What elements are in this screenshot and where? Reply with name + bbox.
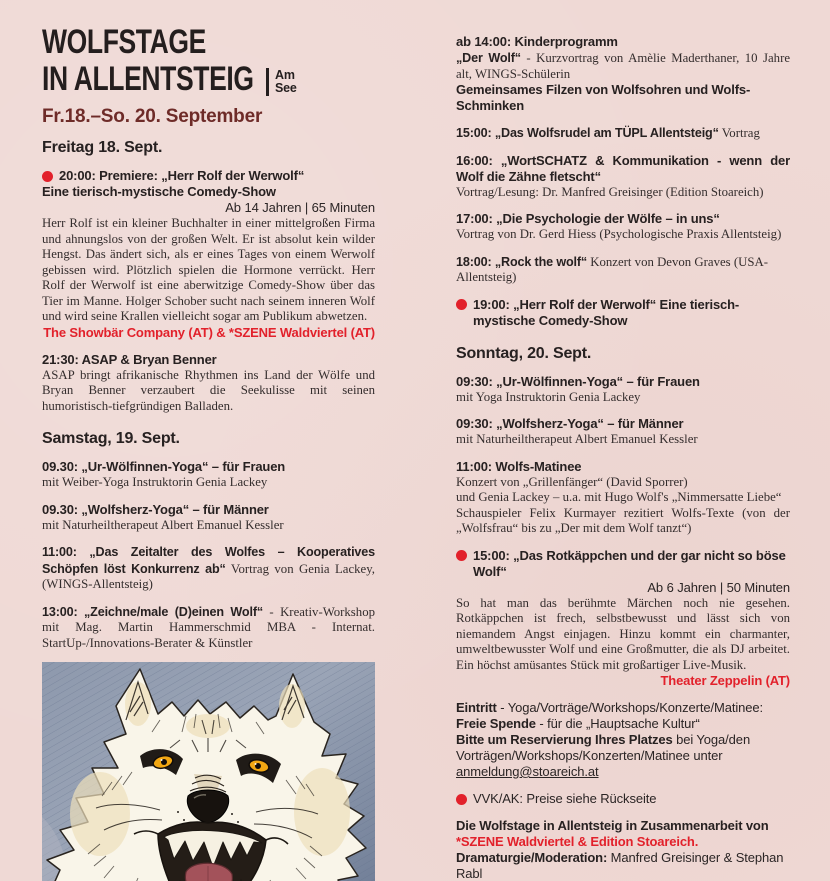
- title-line-1: [42, 24, 462, 61]
- event-detail: mit Naturheiltherapeut Albert Emanuel Kessler: [42, 517, 284, 532]
- event-detail: - Kurzvortrag von Amèlie Maderthaner, 10 Jahre alt, WINGS-Schülerin: [456, 51, 791, 81]
- dramaturgie-label: Dramaturgie/Moderation:: [456, 850, 608, 865]
- company-credit: Theater Zeppelin (AT): [660, 673, 790, 688]
- event-description: ASAP bringt afrikanische Rhythmen ins Land der Wölfe und Bryan Benner verzaubert die Seekulisse mit seinen humoristisch-tiefgründigen Balladen.: [42, 367, 375, 413]
- dramaturgie-names: Manfred Greisinger & Stephan Rabl: [456, 850, 784, 881]
- event-rotkaeppchen: [456, 548, 790, 690]
- event-title: 11:00: „Das Zeitalter des Wolfes – Kooperatives Schöpfen löst Konkurrenz ab“: [42, 545, 375, 576]
- event-kreativ-workshop: [42, 604, 375, 652]
- event-zeitalter-vortrag: [42, 544, 375, 593]
- event-detail: mit Yoga Instruktorin Genia Lackey: [456, 389, 641, 404]
- reservation-text: bei Yoga/den Vorträgen/Workshops/Konzerten/Matinee unter: [456, 732, 751, 763]
- event-title: 09.30: „Ur-Wölfinnen-Yoga“ – für Frauen: [42, 459, 286, 474]
- day-heading-saturday: Samstag, 19. Sept.: [42, 430, 180, 447]
- event-detail: mit Naturheiltherapeut Albert Emanuel Kessler: [456, 432, 698, 446]
- event-title: 15:00: „Das Rotkäppchen und der gar nicht so böse Wolf“: [473, 547, 786, 579]
- event-title: 18:00: „Rock the wolf“: [456, 254, 588, 269]
- event-detail: mit Weiber-Yoga Instruktorin Genia Lackey: [42, 475, 268, 489]
- vvk-line: [456, 791, 790, 807]
- partners-line: *SZENE Waldviertel & Edition Stoareich.: [456, 834, 699, 849]
- event-detail: - Kreativ-Workshop mit Mag. Martin Hammerschmid MBA - Internat. StartUp-/Innovations-Berater & Künstler: [42, 604, 375, 650]
- flyer-title: [42, 24, 462, 128]
- event-werwolf-show-sa: [456, 297, 790, 329]
- event-asap-benner: [42, 352, 375, 415]
- venue-line-2: See: [275, 81, 297, 95]
- event-kinderprogramm: [456, 34, 790, 114]
- footer-credits: [456, 818, 790, 881]
- title-text-2: IN ALLENTSTEIG: [42, 60, 254, 98]
- red-dot-icon: [456, 794, 467, 805]
- event-yoga-maenner-sa: [42, 502, 375, 534]
- header: [42, 24, 462, 128]
- event-time-line: [456, 297, 790, 329]
- event-title: 09.30: „Wolfsherz-Yoga“ – für Männer: [42, 501, 269, 517]
- wolf-illustration: [42, 662, 375, 881]
- event-title: ab 14:00: Kinderprogramm: [456, 34, 618, 49]
- event-detail: Vortrag von Dr. Gerd Hiess (Psychologische Praxis Allentsteig): [456, 227, 782, 241]
- red-dot-icon: [456, 550, 467, 561]
- event-wolfs-matinee: [456, 459, 790, 537]
- cooperation-line: Die Wolfstage in Allentsteig in Zusammenarbeit von: [456, 818, 769, 833]
- event-title: 13:00: „Zeichne/male (D)einen Wolf“: [42, 604, 264, 619]
- day-heading-sunday: Sonntag, 20. Sept.: [456, 344, 592, 362]
- event-description: Herr Rolf ist ein kleiner Buchhalter in einer mittelgroßen Firma und ahnungslos von der großen Welt. Er ist absolut kein wilder Hengst. Das ändert sich, als er eines Tages von einem Werwolf gebissen wird. Plötzlich spielen die Hormone verrückt. Herr Rolf der Werwolf ist eine aberwitzige Comedy-Show über das Tier im Manne. Holger Schober sucht nach seinem inneren Wolf und wird seine Krallen vielleicht sogar am Publikum abwetzen.: [42, 216, 375, 323]
- event-title: 16:00: „WortSCHATZ & Kommunikation - wenn der Wolf die Zähne fletscht“: [456, 152, 790, 184]
- event-subtitle: „Der Wolf“: [456, 51, 521, 65]
- donation-text: - für die „Hauptsache Kultur“: [535, 716, 700, 731]
- date-range: Fr.18.–So. 20. September: [42, 106, 263, 127]
- title-line-2: [42, 61, 462, 98]
- day-heading-friday: Freitag 18. Sept.: [42, 139, 163, 156]
- red-dot-icon: [456, 299, 467, 310]
- event-wortschatz: [456, 153, 790, 201]
- ticket-info: [456, 791, 790, 807]
- email-link[interactable]: anmeldung@stoareich.at: [456, 764, 599, 779]
- age-duration: Ab 14 Jahren | 65 Minuten: [225, 200, 375, 215]
- event-subtitle: Eine tierisch-mystische Comedy-Show: [42, 184, 276, 199]
- event-description: So hat man das berühmte Märchen noch nie gesehen. Rotkäppchen ist frech, selbstbewusst und lässt sich von niemandem Angst einjagen. Hinzu kommt ein charmanter, umweltbewusster Wolf und eine Großmutter, die als DJ arbeitet. Ein höchst amüsantes Stück mit großartiger Live-Musik.: [456, 595, 790, 672]
- event-title: 17:00: „Die Psychologie der Wölfe – in uns“: [456, 211, 720, 226]
- admission-text: - Yoga/Vorträge/Workshops/Konzerte/Matinee:: [496, 700, 764, 715]
- title-text-1: WOLFSTAGE: [42, 23, 206, 61]
- event-wolfsrudel: [456, 125, 790, 142]
- event-detail-line3: Schauspieler Felix Kurmayer rezitiert Wolfs-Texte (von der „Wolfsfrau“ bis zu „Der mit dem Wolf tanzt“): [456, 505, 790, 535]
- donation-label: Freie Spende: [456, 716, 536, 731]
- event-detail: Vortrag: [718, 126, 760, 140]
- event-detail: Konzert von Devon Graves (USA-Allentsteig): [456, 254, 768, 284]
- company-credit: The Showbär Company (AT) & *SZENE Waldviertel (AT): [43, 324, 375, 340]
- right-column: [456, 34, 790, 881]
- event-title: 11:00: Wolfs-Matinee: [456, 458, 582, 474]
- event-title: 19:00: „Herr Rolf der Werwolf“ Eine tierisch-mystische Comedy-Show: [473, 296, 740, 328]
- red-dot-icon: [42, 171, 53, 182]
- vertical-divider: [266, 68, 269, 96]
- event-time-line: [456, 548, 790, 580]
- reservation-label: Bitte um Reservierung Ihres Platzes: [456, 732, 673, 747]
- vvk-text: VVK/AK: Preise siehe Rückseite: [473, 791, 657, 806]
- event-psychologie: [456, 211, 790, 243]
- event-title: 09:30: „Ur-Wölfinnen-Yoga“ – für Frauen: [456, 373, 700, 389]
- event-detail: Vortrag von Genia Lackey, (WINGS-Allentsteig): [42, 561, 376, 591]
- event-yoga-frauen-sa: [42, 459, 375, 491]
- event-title: 15:00: „Das Wolfsrudel am TÜPL Allentsteig“: [456, 126, 719, 140]
- event-rock-the-wolf: [456, 254, 790, 286]
- venue-text: [275, 68, 297, 96]
- event-premiere-werwolf: [42, 168, 375, 341]
- event-extra: Gemeinsames Filzen von Wolfsohren und Wolfs-Schminken: [456, 82, 751, 113]
- event-detail-line2: und Genia Lackey – u.a. mit Hugo Wolf's „Nimmersatte Liebe“: [456, 490, 782, 504]
- event-detail: Vortrag/Lesung: Dr. Manfred Greisinger (Edition Stoareich): [456, 184, 764, 199]
- event-time-line: [42, 168, 375, 184]
- event-title: 21:30: ASAP & Bryan Benner: [42, 351, 217, 367]
- event-title: 09:30: „Wolfsherz-Yoga“ – für Männer: [456, 416, 684, 431]
- left-column: [42, 138, 375, 881]
- admission-label: Eintritt: [456, 700, 497, 715]
- admission-info: [456, 700, 790, 780]
- event-title: 20:00: Premiere: „Herr Rolf der Werwolf“: [59, 168, 305, 183]
- age-duration: Ab 6 Jahren | 50 Minuten: [647, 579, 790, 595]
- event-detail-line1: Konzert von „Grillenfänger“ (David Sporrer): [456, 474, 688, 489]
- venue-line-1: Am: [275, 68, 295, 82]
- venue-tag: [266, 68, 297, 96]
- event-yoga-maenner-so: [456, 416, 790, 448]
- event-yoga-frauen-so: [456, 374, 790, 406]
